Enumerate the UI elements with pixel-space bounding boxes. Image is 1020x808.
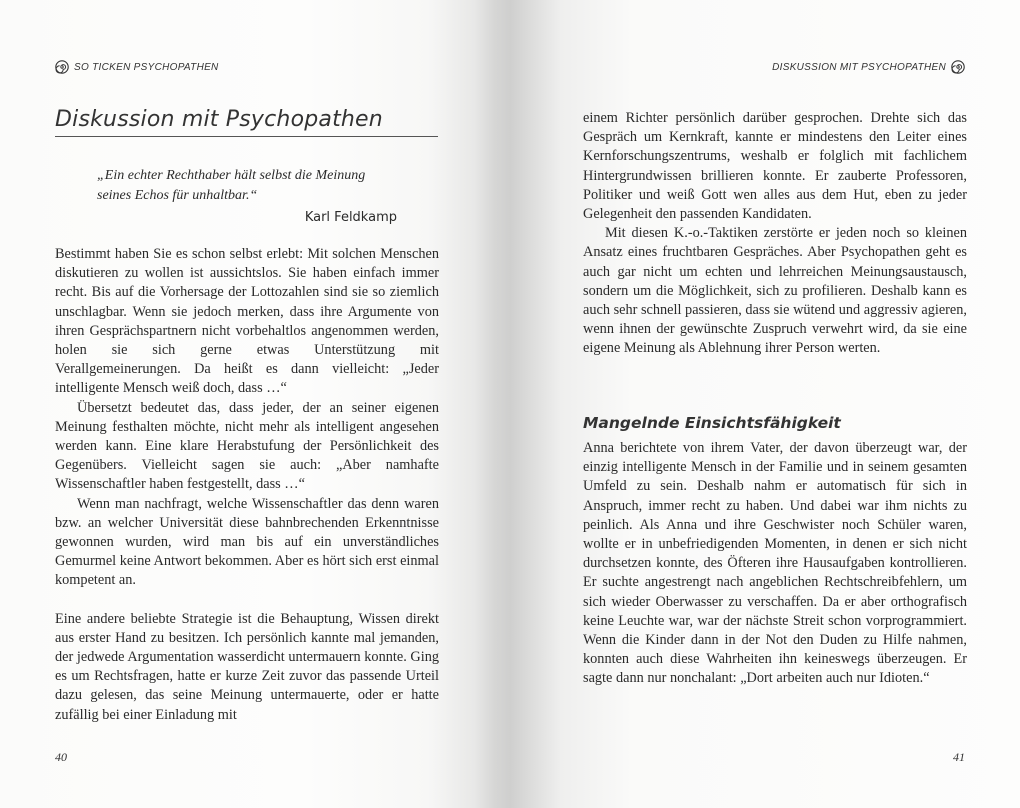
paragraph: Übersetzt bedeutet das, dass jeder, der an seiner eigenen Meinung festhalten möchte, nicht mehr als intelligent angesehen werden kann. Eine klare Herabstufung der Persönlichkeit des Gegenübers. Vielleicht sagen sie auch: „Aber namhafte Wissenschaftler haben festgestellt, dass …“ — [55, 399, 439, 493]
paragraph: Anna berichtete von ihrem Vater, der davon überzeugt war, der einzig intelligente Mensch in der Familie und in seinem gesamten Umfeld zu sein. Deshalb nahm er automatisch für sich in Anspruch, immer recht zu haben. Und dabei war ihm nichts zu peinlich. Als Anna und ihre Geschwister noch Schüler waren, wollte er in unbefriedigenden Momenten, in denen er sich nicht durchsetzen konnte, des Öfteren ihre Hausaufgaben kontrollieren. Er suchte angestrengt nach angeblichen Rechtschreibfehlern, um sich wieder Oberwasser zu verschaffen. Da er aber orthografisch keine Leuchte war, war der nächste Streit schon vorprogrammiert. Wenn die Kinder dann in der Not den Duden zu Hilfe nahmen, konnten auch diese Wahrheiten ihn keineswegs überzeugen. Er sagte dann nur nonchalant: „Dort arbeiten auch nur Idioten.“ — [583, 440, 967, 687]
right-body-text — [583, 109, 967, 359]
epigraph-quote: „Ein echter Rechthaber hält selbst die Meinung seines Echos für unhaltbar.“ — [97, 168, 366, 203]
right-page — [510, 0, 1020, 808]
spiral-icon — [55, 60, 69, 74]
left-body-text — [55, 245, 439, 725]
section-heading: Mangelnde Einsichtsfähigkeit — [583, 414, 841, 432]
epigraph-author: Karl Feldkamp — [304, 210, 397, 225]
paragraph: Bestimmt haben Sie es schon selbst erlebt: Mit solchen Menschen diskutieren zu wollen ist aussichtslos. Sie haben einfach immer recht. Bis auf die Vorhersage der Lottozahlen sind sie so ziemlich unschlagbar. Wenn sie jedoch merken, dass ihre Argumente von ihren Gesprächspartnern nicht vorbehaltlos angenommen werden, holen sie sich gerne etwas Unterstützung mit Verallgemeinerungen. Da heißt es dann vielleicht: „Jeder intelligente Mensch weiß doch, dass …“ — [55, 246, 439, 397]
page-number: 41 — [953, 750, 965, 764]
right-running-head — [772, 60, 965, 74]
left-running-head — [55, 60, 219, 74]
epigraph — [97, 166, 397, 225]
page-number: 40 — [55, 750, 67, 764]
paragraph: Mit diesen K.-o.-Taktiken zerstörte er jeden noch so kleinen Ansatz eines fruchtbaren Gespräches. Aber Psychopathen geht es auch gar nicht um echten und lehrreichen Meinungsaustausch, sondern um die Möglichkeit, sich zu profilieren. Deshalb kann es auch sehr schnell passieren, dass sie wütend und aggressiv agieren, wenn ihnen der gewünschte Zuspruch verwehrt wird, da sie eine eigene Meinung als Ablehnung ihrer Person werten. — [583, 225, 967, 357]
paragraph: Wenn man nachfragt, welche Wissenschaftler das denn waren bzw. an welcher Universität diese bahnbrechenden Erkenntnisse gewonnen wurden, wird man bis auf ein unverständliches Gemurmel keine Antwort bekommen. Aber es hört sich erst einmal kompetent an. — [55, 495, 439, 589]
spiral-icon — [951, 60, 965, 74]
paragraph: einem Richter persönlich darüber gesprochen. Drehte sich das Gespräch um Kernkraft, kannte er mindestens den Leiter eines Kernforschungszentrums, weshalb er folglich mit fachlichem Hintergrundwissen brillieren konnte. Er zauberte Professoren, Politiker und weiß Gott wen alles aus dem Hut, eben zu jeder Gelegenheit den passenden Kandidaten. — [583, 110, 967, 223]
running-head-text: DISKUSSION MIT PSYCHOPATHEN — [772, 61, 946, 73]
running-head-text: SO TICKEN PSYCHOPATHEN — [74, 61, 219, 73]
section-body-text — [583, 439, 967, 689]
chapter-title: Diskussion mit Psychopathen — [55, 107, 438, 137]
paragraph: Eine andere beliebte Strategie ist die Behauptung, Wissen direkt aus erster Hand zu besitzen. Ich persönlich kannte mal jemanden, der jedwede Argumentation wasserdicht untermauern konnte. Ging es um Rechtsfragen, hatte er kurze Zeit zuvor das passende Urteil dazu gelesen, das seine Meinung untermauerte, oder er hatte zufällig bei einer Einladung mit — [55, 610, 439, 723]
